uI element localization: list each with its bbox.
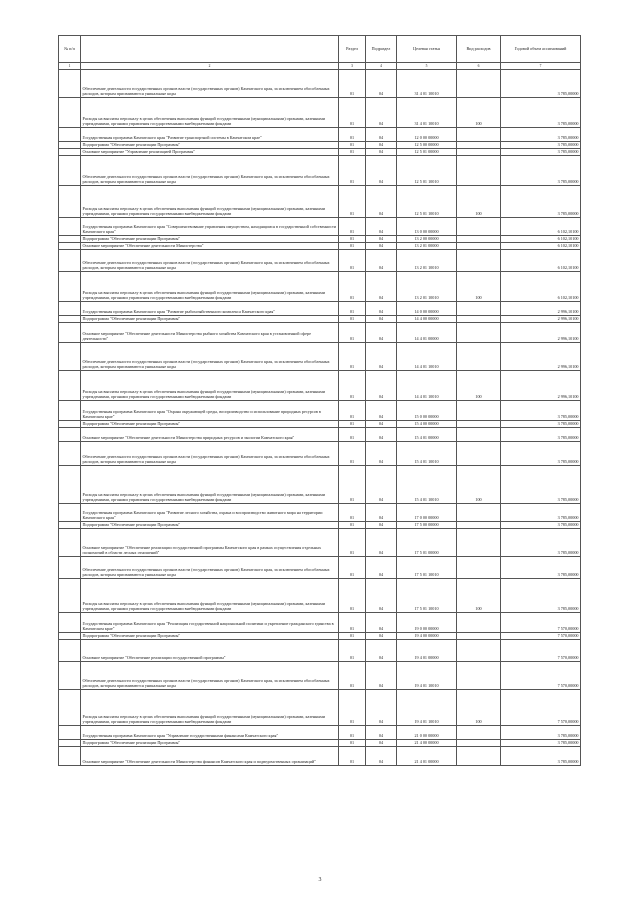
cell-number	[59, 522, 81, 529]
cell-target-article: 17 5 00 00000	[397, 522, 457, 529]
cell-expense-type	[457, 128, 501, 142]
cell-number	[59, 421, 81, 428]
cell-annual-amount: 3 785,00000	[501, 726, 581, 740]
header-razdel: Раздел	[339, 36, 366, 63]
column-index: 5	[397, 63, 457, 70]
cell-expense-type	[457, 142, 501, 149]
cell-number	[59, 579, 81, 613]
cell-podrazdel: 04	[366, 747, 397, 766]
cell-razdel: 01	[339, 504, 366, 522]
cell-annual-amount: 3 785,00000	[501, 142, 581, 149]
cell-podrazdel: 04	[366, 70, 397, 98]
table-row	[59, 70, 581, 98]
cell-razdel: 01	[339, 726, 366, 740]
cell-target-article: 15 4 00 00000	[397, 421, 457, 428]
cell-podrazdel: 04	[366, 142, 397, 149]
cell-annual-amount: 6 102,10100	[501, 236, 581, 243]
cell-name: Основное мероприятие "Обеспечение деятельности Министерства природных ресурсов и экологии Камчатского края"	[81, 428, 339, 442]
table-row	[59, 690, 581, 726]
cell-podrazdel: 04	[366, 579, 397, 613]
cell-expense-type	[457, 726, 501, 740]
header-name	[81, 36, 339, 63]
cell-target-article: 21 4 01 00000	[397, 747, 457, 766]
cell-podrazdel: 04	[366, 128, 397, 142]
cell-razdel: 01	[339, 128, 366, 142]
cell-name: Обеспечение деятельности государственных органов власти (государственных органов) Камчатского края, за исключением обособленных расходов, которым присваиваются уникальные коды	[81, 662, 339, 690]
table-row	[59, 243, 581, 250]
cell-target-article: 12 5 01 10010	[397, 186, 457, 218]
cell-razdel: 01	[339, 323, 366, 343]
cell-name: Государственная программа Камчатского края "Управление государственными финансами Камчатского края"	[81, 726, 339, 740]
cell-target-article: 13 0 00 00000	[397, 218, 457, 236]
cell-name: Государственная программа Камчатского края "Развитие рыбохозяйственного комплекса Камчатского края"	[81, 302, 339, 316]
cell-expense-type	[457, 236, 501, 243]
cell-expense-type	[457, 613, 501, 633]
table-row	[59, 236, 581, 243]
cell-razdel: 01	[339, 186, 366, 218]
cell-podrazdel: 04	[366, 316, 397, 323]
table-row	[59, 218, 581, 236]
cell-podrazdel: 04	[366, 466, 397, 504]
cell-name: Основное мероприятие "Обеспечение деятельности Министерства рыбного хозяйства Камчатского края в установленной сфере деятельности"	[81, 323, 339, 343]
cell-razdel: 01	[339, 316, 366, 323]
table-row	[59, 156, 581, 186]
column-index: 6	[457, 63, 501, 70]
cell-target-article: 21 0 00 00000	[397, 726, 457, 740]
cell-number	[59, 142, 81, 149]
cell-name: Расходы на выплаты персоналу в целях обеспечения выполнения функций государственными (муниципальными) органами, казенными учреждениями, органами управления государственными внебюджетными фондами	[81, 98, 339, 128]
cell-expense-type	[457, 557, 501, 579]
cell-target-article: 31 4 01 10010	[397, 98, 457, 128]
header-annual-amount: Годовой объем ассигнований	[501, 36, 581, 63]
cell-annual-amount: 3 785,00000	[501, 401, 581, 421]
cell-expense-type	[457, 428, 501, 442]
cell-razdel: 01	[339, 343, 366, 371]
table-row	[59, 323, 581, 343]
header-target-article: Целевая статья	[397, 36, 457, 63]
table-row	[59, 747, 581, 766]
cell-annual-amount: 3 785,00000	[501, 442, 581, 466]
cell-razdel: 01	[339, 371, 366, 401]
table-body	[59, 70, 581, 766]
cell-annual-amount: 6 102,10100	[501, 218, 581, 236]
cell-razdel: 01	[339, 522, 366, 529]
budget-table	[58, 35, 581, 766]
table-row	[59, 529, 581, 557]
table-row	[59, 302, 581, 316]
table-row	[59, 421, 581, 428]
cell-podrazdel: 04	[366, 343, 397, 371]
cell-name: Основное мероприятие "Обеспечение реализации государственной программы Камчатского края в рамках осуществления отдельных полномочий в области лесных отношений"	[81, 529, 339, 557]
cell-name: Обеспечение деятельности государственных органов власти (государственных органов) Камчатского края, за исключением обособленных расходов, которым присваиваются уникальные коды	[81, 70, 339, 98]
cell-podrazdel: 04	[366, 421, 397, 428]
cell-name: Подпрограмма "Обеспечение реализации Программы"	[81, 236, 339, 243]
cell-number	[59, 662, 81, 690]
table-row	[59, 557, 581, 579]
cell-podrazdel: 04	[366, 149, 397, 156]
cell-expense-type: 100	[457, 371, 501, 401]
page-number: 3	[318, 877, 322, 883]
table-row	[59, 633, 581, 640]
cell-razdel: 01	[339, 690, 366, 726]
cell-razdel: 01	[339, 236, 366, 243]
table-row	[59, 428, 581, 442]
cell-podrazdel: 04	[366, 272, 397, 302]
cell-name: Государственная программа Камчатского края "Охрана окружающей среды, воспроизводство и использование природных ресурсов в Камчатском крае"	[81, 401, 339, 421]
cell-number	[59, 149, 81, 156]
cell-expense-type	[457, 243, 501, 250]
table-row	[59, 740, 581, 747]
cell-podrazdel: 04	[366, 323, 397, 343]
cell-expense-type	[457, 302, 501, 316]
cell-target-article: 31 4 01 10010	[397, 70, 457, 98]
cell-name: Основное мероприятие "Управление реализацией Программы"	[81, 149, 339, 156]
cell-number	[59, 243, 81, 250]
cell-number	[59, 726, 81, 740]
cell-razdel: 01	[339, 156, 366, 186]
cell-name: Подпрограмма "Обеспечение реализации Программы"	[81, 740, 339, 747]
cell-name: Основное мероприятие "Обеспечение деятельности Министерства финансов Камчатского края и подведомственных организаций"	[81, 747, 339, 766]
cell-name: Государственная программа Камчатского края "Совершенствование управления имуществом, находящимся в государственной собственности Камчатского края"	[81, 218, 339, 236]
column-index: 7	[501, 63, 581, 70]
cell-annual-amount: 2 996,10100	[501, 371, 581, 401]
table-row	[59, 128, 581, 142]
cell-target-article: 17 5 01 10010	[397, 579, 457, 613]
cell-number	[59, 323, 81, 343]
cell-number	[59, 529, 81, 557]
cell-target-article: 17 5 01 00000	[397, 529, 457, 557]
cell-expense-type: 100	[457, 690, 501, 726]
cell-annual-amount: 6 102,10100	[501, 250, 581, 272]
cell-name: Обеспечение деятельности государственных органов власти (государственных органов) Камчатского края, за исключением обособленных расходов, которым присваиваются уникальные коды	[81, 156, 339, 186]
cell-expense-type: 100	[457, 579, 501, 613]
cell-target-article: 12 0 00 00000	[397, 128, 457, 142]
cell-expense-type: 100	[457, 98, 501, 128]
table-row	[59, 142, 581, 149]
cell-razdel: 01	[339, 243, 366, 250]
cell-razdel: 01	[339, 250, 366, 272]
table-row	[59, 98, 581, 128]
cell-number	[59, 466, 81, 504]
cell-razdel: 01	[339, 142, 366, 149]
cell-annual-amount: 2 996,10100	[501, 323, 581, 343]
column-index: 3	[339, 63, 366, 70]
cell-expense-type	[457, 633, 501, 640]
cell-annual-amount: 2 996,10100	[501, 343, 581, 371]
cell-podrazdel: 04	[366, 186, 397, 218]
cell-razdel: 01	[339, 302, 366, 316]
cell-target-article: 14 4 01 10010	[397, 343, 457, 371]
cell-podrazdel: 04	[366, 236, 397, 243]
cell-razdel: 01	[339, 529, 366, 557]
cell-name: Обеспечение деятельности государственных органов власти (государственных органов) Камчатского края, за исключением обособленных расходов, которым присваиваются уникальные коды	[81, 442, 339, 466]
cell-annual-amount: 3 785,00000	[501, 156, 581, 186]
cell-number	[59, 128, 81, 142]
cell-target-article: 14 4 01 10010	[397, 371, 457, 401]
cell-podrazdel: 04	[366, 640, 397, 662]
cell-target-article: 19 0 00 00000	[397, 613, 457, 633]
cell-expense-type	[457, 70, 501, 98]
table-row	[59, 504, 581, 522]
table-row	[59, 579, 581, 613]
cell-annual-amount: 7 570,00000	[501, 640, 581, 662]
cell-expense-type	[457, 504, 501, 522]
cell-number	[59, 504, 81, 522]
header-podrazdel: Подраздел	[366, 36, 397, 63]
cell-expense-type	[457, 640, 501, 662]
cell-target-article: 15 4 01 10010	[397, 442, 457, 466]
cell-expense-type	[457, 323, 501, 343]
cell-name: Подпрограмма "Обеспечение реализации Программы"	[81, 421, 339, 428]
cell-number	[59, 272, 81, 302]
cell-name: Основное мероприятие "Обеспечение реализации государственной программы"	[81, 640, 339, 662]
header-expense-type: Вид расходов	[457, 36, 501, 63]
cell-expense-type	[457, 421, 501, 428]
cell-expense-type	[457, 316, 501, 323]
cell-expense-type: 100	[457, 272, 501, 302]
cell-razdel: 01	[339, 218, 366, 236]
cell-annual-amount: 3 785,00000	[501, 428, 581, 442]
cell-podrazdel: 04	[366, 613, 397, 633]
cell-number	[59, 633, 81, 640]
cell-target-article: 12 5 00 00000	[397, 142, 457, 149]
cell-annual-amount: 3 785,00000	[501, 504, 581, 522]
cell-number	[59, 250, 81, 272]
cell-name: Подпрограмма "Обеспечение реализации Программы"	[81, 316, 339, 323]
cell-podrazdel: 04	[366, 250, 397, 272]
cell-razdel: 01	[339, 428, 366, 442]
column-index: 2	[81, 63, 339, 70]
cell-podrazdel: 04	[366, 504, 397, 522]
table-row	[59, 149, 581, 156]
table-row	[59, 640, 581, 662]
cell-annual-amount: 6 102,10100	[501, 272, 581, 302]
cell-target-article: 12 5 01 10010	[397, 156, 457, 186]
table-row	[59, 522, 581, 529]
table-row	[59, 250, 581, 272]
cell-number	[59, 740, 81, 747]
cell-number	[59, 70, 81, 98]
cell-number	[59, 557, 81, 579]
cell-annual-amount: 7 570,00000	[501, 662, 581, 690]
cell-razdel: 01	[339, 747, 366, 766]
cell-podrazdel: 04	[366, 401, 397, 421]
cell-annual-amount: 3 785,00000	[501, 421, 581, 428]
cell-number	[59, 218, 81, 236]
cell-number	[59, 613, 81, 633]
cell-razdel: 01	[339, 98, 366, 128]
cell-podrazdel: 04	[366, 662, 397, 690]
header-number: № п/п	[59, 36, 81, 63]
cell-name: Основное мероприятие "Обеспечение деятельности Министерства"	[81, 243, 339, 250]
cell-annual-amount: 3 785,00000	[501, 747, 581, 766]
cell-podrazdel: 04	[366, 690, 397, 726]
cell-razdel: 01	[339, 740, 366, 747]
table-row	[59, 343, 581, 371]
cell-target-article: 19 4 01 10010	[397, 690, 457, 726]
cell-razdel: 01	[339, 662, 366, 690]
cell-number	[59, 316, 81, 323]
cell-annual-amount: 3 785,00000	[501, 579, 581, 613]
cell-name: Подпрограмма "Обеспечение реализации Программы"	[81, 522, 339, 529]
cell-razdel: 01	[339, 579, 366, 613]
cell-razdel: 01	[339, 421, 366, 428]
cell-razdel: 01	[339, 70, 366, 98]
cell-number	[59, 343, 81, 371]
cell-expense-type	[457, 343, 501, 371]
cell-podrazdel: 04	[366, 522, 397, 529]
cell-expense-type	[457, 156, 501, 186]
cell-podrazdel: 04	[366, 740, 397, 747]
cell-target-article: 19 4 00 00000	[397, 633, 457, 640]
cell-target-article: 15 0 00 00000	[397, 401, 457, 421]
cell-number	[59, 690, 81, 726]
cell-expense-type	[457, 250, 501, 272]
cell-annual-amount: 3 785,00000	[501, 522, 581, 529]
cell-expense-type	[457, 662, 501, 690]
cell-target-article: 13 2 01 00000	[397, 243, 457, 250]
cell-number	[59, 186, 81, 218]
table-header-row	[59, 36, 581, 63]
column-index: 1	[59, 63, 81, 70]
cell-target-article: 14 4 01 00000	[397, 323, 457, 343]
table-row	[59, 726, 581, 740]
cell-target-article: 13 2 00 00000	[397, 236, 457, 243]
cell-expense-type	[457, 218, 501, 236]
cell-razdel: 01	[339, 640, 366, 662]
cell-name: Обеспечение деятельности государственных органов власти (государственных органов) Камчатского края, за исключением обособленных расходов, которым присваиваются уникальные коды	[81, 343, 339, 371]
cell-razdel: 01	[339, 149, 366, 156]
column-index: 4	[366, 63, 397, 70]
cell-annual-amount: 3 785,00000	[501, 740, 581, 747]
table-row	[59, 662, 581, 690]
cell-expense-type	[457, 442, 501, 466]
cell-podrazdel: 04	[366, 442, 397, 466]
cell-target-article: 17 0 00 00000	[397, 504, 457, 522]
cell-annual-amount: 3 785,00000	[501, 466, 581, 504]
cell-target-article: 17 5 01 10010	[397, 557, 457, 579]
table-row	[59, 186, 581, 218]
cell-number	[59, 640, 81, 662]
cell-target-article: 13 2 01 10010	[397, 272, 457, 302]
table-row	[59, 371, 581, 401]
cell-target-article: 19 4 01 10010	[397, 662, 457, 690]
cell-razdel: 01	[339, 466, 366, 504]
cell-podrazdel: 04	[366, 218, 397, 236]
cell-target-article: 14 4 00 00000	[397, 316, 457, 323]
cell-name: Государственная программа Камчатского края "Реализация государственной национальной политики и укрепление гражданского единства в Камчатском крае"	[81, 613, 339, 633]
cell-number	[59, 442, 81, 466]
cell-podrazdel: 04	[366, 156, 397, 186]
cell-number	[59, 302, 81, 316]
cell-target-article: 12 5 01 00000	[397, 149, 457, 156]
cell-number	[59, 747, 81, 766]
cell-number	[59, 236, 81, 243]
cell-annual-amount: 6 102,10100	[501, 243, 581, 250]
table-row	[59, 316, 581, 323]
cell-name: Обеспечение деятельности государственных органов власти (государственных органов) Камчатского края, за исключением обособленных расходов, которым присваиваются уникальные коды	[81, 250, 339, 272]
cell-target-article: 19 4 01 00000	[397, 640, 457, 662]
cell-podrazdel: 04	[366, 633, 397, 640]
cell-podrazdel: 04	[366, 726, 397, 740]
cell-annual-amount: 3 785,00000	[501, 557, 581, 579]
table-row	[59, 613, 581, 633]
cell-expense-type	[457, 149, 501, 156]
cell-annual-amount: 2 996,10100	[501, 302, 581, 316]
table-row	[59, 272, 581, 302]
cell-podrazdel: 04	[366, 557, 397, 579]
cell-expense-type	[457, 740, 501, 747]
cell-name: Подпрограмма "Обеспечение реализации Программы"	[81, 142, 339, 149]
cell-expense-type: 100	[457, 186, 501, 218]
cell-name: Расходы на выплаты персоналу в целях обеспечения выполнения функций государственными (муниципальными) органами, казенными учреждениями, органами управления государственными внебюджетными фондами	[81, 579, 339, 613]
cell-annual-amount: 3 785,00000	[501, 149, 581, 156]
cell-expense-type	[457, 401, 501, 421]
cell-podrazdel: 04	[366, 302, 397, 316]
cell-target-article: 21 4 00 00000	[397, 740, 457, 747]
cell-razdel: 01	[339, 442, 366, 466]
cell-annual-amount: 3 785,00000	[501, 529, 581, 557]
cell-annual-amount: 3 785,00000	[501, 186, 581, 218]
cell-expense-type	[457, 747, 501, 766]
cell-razdel: 01	[339, 633, 366, 640]
cell-razdel: 01	[339, 401, 366, 421]
cell-razdel: 01	[339, 557, 366, 579]
cell-name: Расходы на выплаты персоналу в целях обеспечения выполнения функций государственными (муниципальными) органами, казенными учреждениями, органами управления государственными внебюджетными фондами	[81, 466, 339, 504]
cell-number	[59, 371, 81, 401]
cell-expense-type	[457, 529, 501, 557]
cell-annual-amount: 7 570,00000	[501, 690, 581, 726]
cell-podrazdel: 04	[366, 243, 397, 250]
table-row	[59, 442, 581, 466]
cell-podrazdel: 04	[366, 529, 397, 557]
cell-name: Расходы на выплаты персоналу в целях обеспечения выполнения функций государственными (муниципальными) органами, казенными учреждениями, органами управления государственными внебюджетными фондами	[81, 272, 339, 302]
cell-target-article: 15 4 01 10010	[397, 466, 457, 504]
cell-razdel: 01	[339, 613, 366, 633]
cell-annual-amount: 3 785,00000	[501, 98, 581, 128]
table-row	[59, 466, 581, 504]
cell-target-article: 14 0 00 00000	[397, 302, 457, 316]
cell-annual-amount: 3 785,00000	[501, 70, 581, 98]
cell-target-article: 13 2 01 10010	[397, 250, 457, 272]
cell-expense-type: 100	[457, 466, 501, 504]
table-row	[59, 401, 581, 421]
cell-name: Расходы на выплаты персоналу в целях обеспечения выполнения функций государственными (муниципальными) органами, казенными учреждениями, органами управления государственными внебюджетными фондами	[81, 186, 339, 218]
cell-number	[59, 401, 81, 421]
cell-name: Государственная программа Камчатского края "Развитие транспортной системы в Камчатском крае"	[81, 128, 339, 142]
column-index-row	[59, 63, 581, 70]
cell-number	[59, 98, 81, 128]
cell-annual-amount: 7 570,00000	[501, 633, 581, 640]
cell-podrazdel: 04	[366, 98, 397, 128]
cell-name: Государственная программа Камчатского края "Развитие лесного хозяйства, охрана и воспроизводство животного мира на территории Камчатского края"	[81, 504, 339, 522]
cell-razdel: 01	[339, 272, 366, 302]
cell-name: Подпрограмма "Обеспечение реализации Программы"	[81, 633, 339, 640]
cell-name: Обеспечение деятельности государственных органов власти (государственных органов) Камчатского края, за исключением обособленных расходов, которым присваиваются уникальные коды	[81, 557, 339, 579]
cell-podrazdel: 04	[366, 428, 397, 442]
cell-number	[59, 156, 81, 186]
cell-name: Расходы на выплаты персоналу в целях обеспечения выполнения функций государственными (муниципальными) органами, казенными учреждениями, органами управления государственными внебюджетными фондами	[81, 371, 339, 401]
cell-podrazdel: 04	[366, 371, 397, 401]
cell-annual-amount: 7 570,00000	[501, 613, 581, 633]
cell-annual-amount: 3 785,00000	[501, 128, 581, 142]
cell-number	[59, 428, 81, 442]
cell-annual-amount: 2 996,10100	[501, 316, 581, 323]
cell-target-article: 15 4 01 00000	[397, 428, 457, 442]
cell-name: Расходы на выплаты персоналу в целях обеспечения выполнения функций государственными (муниципальными) органами, казенными учреждениями, органами управления государственными внебюджетными фондами	[81, 690, 339, 726]
cell-expense-type	[457, 522, 501, 529]
